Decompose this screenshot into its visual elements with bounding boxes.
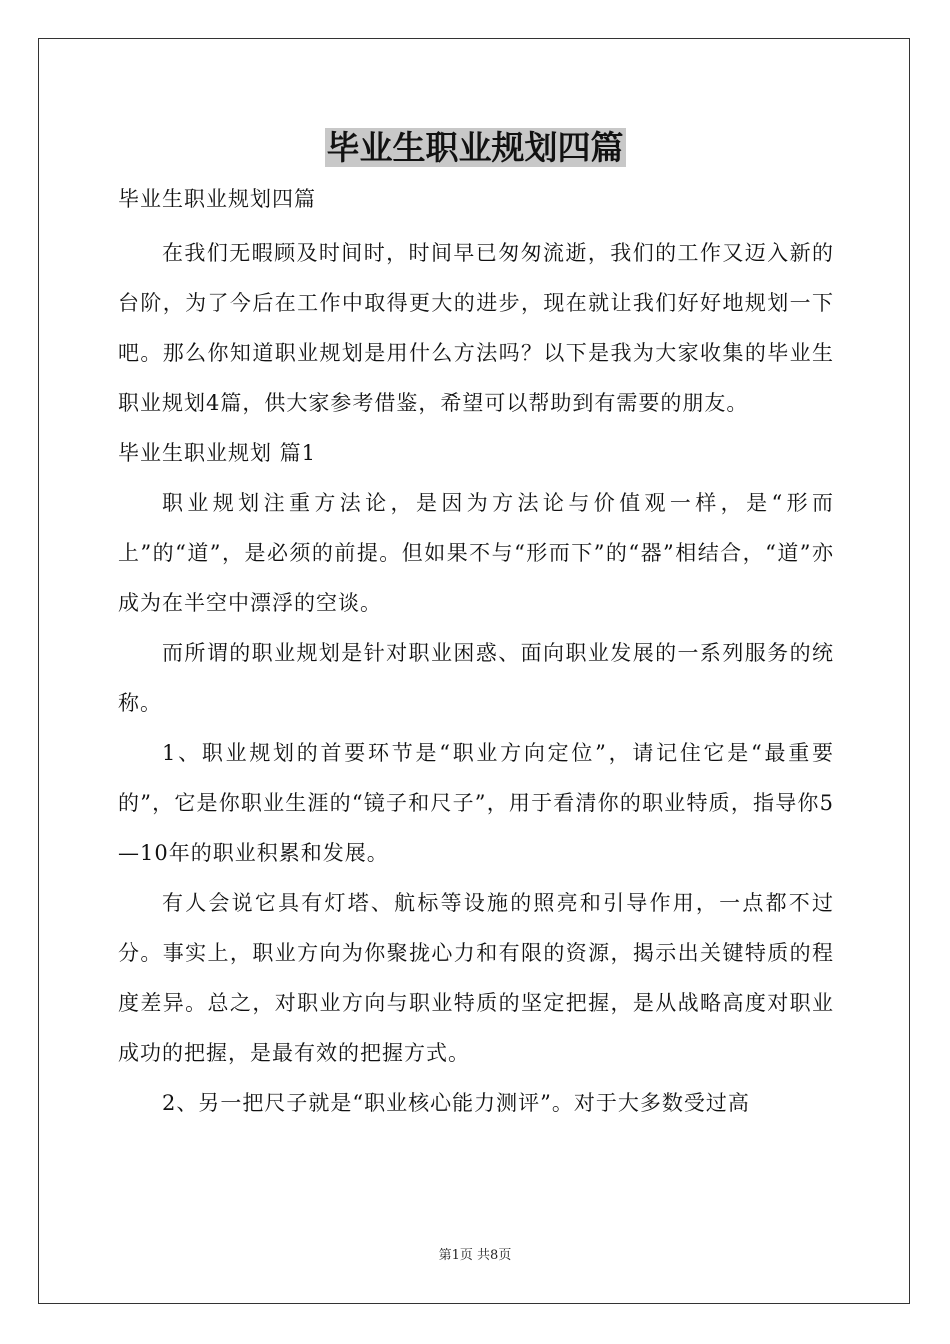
document-title — [0, 126, 950, 170]
document-title-text: 毕业生职业规划四篇 — [326, 128, 624, 167]
section-heading: 毕业生职业规划 篇1 — [118, 441, 317, 465]
body-paragraph: 有人会说它具有灯塔、航标等设施的照亮和引导作用，一点都不过分。事实上，职业方向为你聚拢心力和有限的资源，揭示出关键特质的程度差异。总之，对职业方向与职业特质的坚定把握，是从战略高度对职业成功的把握，是最有效的把握方式。 — [118, 891, 834, 1065]
body-paragraph: 1、职业规划的首要环节是“职业方向定位”，请记住它是“最重要的”，它是你职业生涯的“镜子和尺子”，用于看清你的职业特质，指导你5—10年的职业积累和发展。 — [118, 741, 834, 865]
intro-paragraph: 在我们无暇顾及时间时，时间早已匆匆流逝，我们的工作又迈入新的台阶，为了今后在工作中取得更大的进步，现在就让我们好好地规划一下吧。那么你知道职业规划是用什么方法吗？以下是我为大家收集的毕业生职业规划4篇，供大家参考借鉴，希望可以帮助到有需要的朋友。 — [118, 241, 834, 415]
body-paragraph: 2、另一把尺子就是“职业核心能力测评”。对于大多数受过高 — [162, 1091, 750, 1115]
body-paragraph: 而所谓的职业规划是针对职业困惑、面向职业发展的一系列服务的统称。 — [118, 641, 834, 715]
body-paragraph: 职业规划注重方法论，是因为方法论与价值观一样，是“形而上”的“道”，是必须的前提。但如果不与“形而下”的“器”相结合，“道”亦成为在半空中漂浮的空谈。 — [118, 491, 834, 615]
page-number-footer: 第1页 共8页 — [438, 1248, 512, 1263]
document-body — [118, 180, 834, 1128]
document-subtitle: 毕业生职业规划四篇 — [118, 187, 316, 211]
